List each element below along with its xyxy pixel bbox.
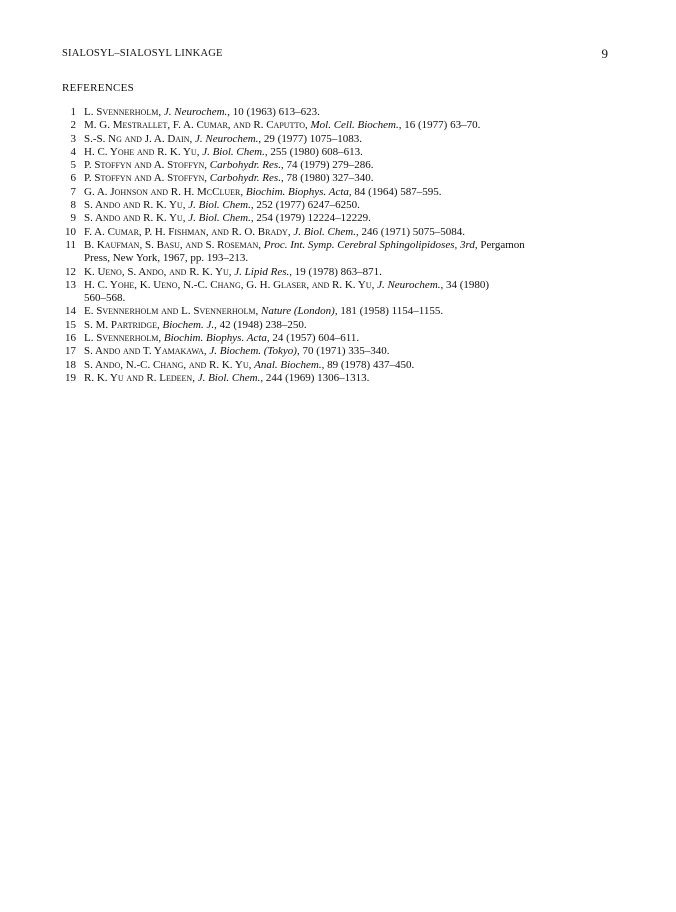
reference-details: , 84 (1964) 587–595. <box>348 185 442 198</box>
reference-authors: G. A. Johnson and R. H. McCluer <box>84 185 241 198</box>
reference-item: 16 L. Svennerholm, Biochim. Biophys. Acta, 24 (1957) 604–611. <box>62 332 608 345</box>
reference-item: 6 P. Stoffyn and A. Stoffyn, Carbohydr. Res., 78 (1980) 327–340. <box>62 172 608 185</box>
reference-item: 15 S. M. Partridge, Biochem. J., 42 (1948) 238–250. <box>62 319 608 332</box>
reference-journal: J. Biochem. (Tokyo) <box>209 345 297 358</box>
reference-details: , 244 (1969) 1306–1313. <box>260 371 370 384</box>
running-title: SIALOSYL–SIALOSYL LINKAGE <box>62 48 223 59</box>
reference-journal: J. Neurochem. <box>194 132 259 145</box>
reference-authors: S. Ando and T. Yamakawa <box>84 345 204 358</box>
reference-number: 12 <box>65 265 76 278</box>
reference-item: 4 H. C. Yohe and R. K. Yu, J. Biol. Chem., 255 (1980) 608–613. <box>62 146 608 159</box>
reference-number: 16 <box>65 332 76 345</box>
reference-item: 12 K. Ueno, S. Ando, and R. K. Yu, J. Lipid Res., 19 (1978) 863–871. <box>62 266 608 279</box>
reference-item: 8 S. Ando and R. K. Yu, J. Biol. Chem., 252 (1977) 6247–6250. <box>62 199 608 212</box>
reference-details: , 254 (1979) 12224–12229. <box>250 212 371 225</box>
reference-item: 3 S.-S. Ng and J. A. Dain, J. Neurochem., 29 (1977) 1075–1083. <box>62 133 608 146</box>
references-heading: REFERENCES <box>62 82 135 94</box>
reference-journal: J. Biol. Chem. <box>197 371 261 384</box>
reference-authors: F. A. Cumar, P. H. Fishman, and R. O. Brady <box>84 225 288 238</box>
reference-number: 1 <box>70 106 76 118</box>
reference-journal: Mol. Cell. Biochem. <box>310 119 399 132</box>
reference-authors: P. Stoffyn and A. Stoffyn <box>84 159 205 172</box>
reference-journal: J. Biol. Chem. <box>293 225 356 238</box>
reference-item: 18 S. Ando, N.-C. Chang, and R. K. Yu, Anal. Biochem., 89 (1978) 437–450. <box>62 359 608 372</box>
reference-journal: Carbohydr. Res. <box>209 172 281 185</box>
reference-authors: M. G. Mestrallet, F. A. Cumar, and R. Caputto <box>84 119 305 132</box>
reference-authors: S.-S. Ng and J. A. Dain <box>84 132 190 145</box>
reference-journal: J. Neurochem. <box>163 106 228 118</box>
reference-details: , 19 (1978) 863–871. <box>289 265 382 278</box>
reference-details: , 24 (1957) 604–611. <box>266 332 360 345</box>
reference-details: , 181 (1958) 1154–1155. <box>334 305 444 318</box>
reference-item: 7 G. A. Johnson and R. H. McCluer, Biochim. Biophys. Acta, 84 (1964) 587–595. <box>62 186 608 199</box>
reference-journal: Biochem. J. <box>162 318 215 331</box>
reference-authors: E. Svennerholm and L. Svennerholm <box>84 305 256 318</box>
reference-item: 13 H. C. Yohe, K. Ueno, N.-C. Chang, G. H. Glaser, and R. K. Yu, J. Neurochem., 34 (1980) 560–568. <box>62 279 608 306</box>
reference-details: , 255 (1980) 608–613. <box>264 145 363 158</box>
reference-item: 2 M. G. Mestrallet, F. A. Cumar, and R. Caputto, Mol. Cell. Biochem., 16 (1977) 63–70. <box>62 119 608 132</box>
reference-details: , 89 (1978) 437–450. <box>321 358 415 371</box>
reference-authors: R. K. Yu and R. Ledeen <box>84 371 193 384</box>
reference-item: 17 S. Ando and T. Yamakawa, J. Biochem. (Tokyo), 70 (1971) 335–340. <box>62 345 608 358</box>
reference-authors: L. Svennerholm <box>84 332 159 345</box>
reference-authors: S. Ando, N.-C. Chang, and R. K. Yu <box>84 358 249 371</box>
reference-number: 14 <box>65 305 76 318</box>
reference-details: , 29 (1977) 1075–1083. <box>258 132 362 145</box>
reference-journal: J. Lipid Res. <box>234 265 290 278</box>
reference-continuation: Press, New York, 1967, pp. 193–213. <box>84 252 249 265</box>
reference-authors: B. Kaufman, S. Basu, and S. Roseman <box>84 238 259 251</box>
reference-journal: Nature (London) <box>261 305 335 318</box>
reference-details: , Pergamon <box>474 238 525 251</box>
reference-number: 15 <box>65 318 76 331</box>
reference-authors: P. Stoffyn and A. Stoffyn <box>84 172 205 185</box>
reference-journal: Proc. Int. Symp. Cerebral Sphingolipidoses, 3rd <box>263 238 475 251</box>
reference-details: , 70 (1971) 335–340. <box>296 345 390 358</box>
reference-number: 4 <box>70 145 76 158</box>
reference-authors: L. Svennerholm <box>84 106 159 118</box>
reference-item: 10 F. A. Cumar, P. H. Fishman, and R. O. Brady, J. Biol. Chem., 246 (1971) 5075–5084. <box>62 226 608 239</box>
reference-details: , 34 (1980) <box>440 278 490 291</box>
reference-authors: H. C. Yohe, K. Ueno, N.-C. Chang, G. H. Glaser, and R. K. Yu <box>84 278 372 291</box>
reference-item: 9 S. Ando and R. K. Yu, J. Biol. Chem., 254 (1979) 12224–12229. <box>62 212 608 225</box>
reference-number: 8 <box>70 199 76 212</box>
reference-journal: Biochim. Biophys. Acta <box>163 332 267 345</box>
reference-number: 3 <box>70 132 76 145</box>
reference-journal: Anal. Biochem. <box>254 358 322 371</box>
reference-details: , 246 (1971) 5075–5084. <box>355 225 466 238</box>
reference-authors: S. Ando and R. K. Yu <box>84 199 183 212</box>
reference-journal: J. Biol. Chem. <box>202 145 265 158</box>
reference-journal: J. Biol. Chem. <box>188 212 251 225</box>
reference-number: 17 <box>65 345 76 358</box>
reference-details: , 78 (1980) 327–340. <box>280 172 374 185</box>
page-header <box>62 46 608 66</box>
reference-number: 9 <box>70 212 76 225</box>
reference-authors: S. M. Partridge <box>84 318 157 331</box>
reference-details: , 10 (1963) 613–623. <box>227 106 320 118</box>
reference-journal: Carbohydr. Res. <box>209 159 281 172</box>
reference-journal: J. Neurochem. <box>377 278 441 291</box>
reference-number: 19 <box>65 371 76 384</box>
reference-number: 6 <box>70 172 76 185</box>
reference-number: 18 <box>65 358 76 371</box>
reference-authors: K. Ueno, S. Ando, and R. K. Yu <box>84 265 229 278</box>
reference-item: 19 R. K. Yu and R. Ledeen, J. Biol. Chem., 244 (1969) 1306–1313. <box>62 372 608 385</box>
reference-number: 11 <box>65 238 76 251</box>
reference-number: 13 <box>65 278 76 291</box>
reference-item: 14 E. Svennerholm and L. Svennerholm, Nature (London), 181 (1958) 1154–1155. <box>62 305 608 318</box>
reference-details: , 16 (1977) 63–70. <box>398 119 481 132</box>
reference-number: 5 <box>70 159 76 172</box>
reference-item: 5 P. Stoffyn and A. Stoffyn, Carbohydr. Res., 74 (1979) 279–286. <box>62 159 608 172</box>
page-number: 9 <box>601 46 608 61</box>
reference-item: 1 L. Svennerholm, J. Neurochem., 10 (1963) 613–623. <box>62 106 608 119</box>
reference-authors: S. Ando and R. K. Yu <box>84 212 183 225</box>
reference-details: , 74 (1979) 279–286. <box>280 159 374 172</box>
reference-number: 7 <box>70 185 76 198</box>
reference-number: 10 <box>65 225 76 238</box>
reference-journal: Biochim. Biophys. Acta <box>245 185 349 198</box>
reference-authors: H. C. Yohe and R. K. Yu <box>84 145 197 158</box>
reference-item: 11 B. Kaufman, S. Basu, and S. Roseman, Proc. Int. Symp. Cerebral Sphingolipidoses, 3rd, Pergamon Press, New York, 1967, pp. 193–213. <box>62 239 608 266</box>
reference-journal: J. Biol. Chem. <box>188 199 251 212</box>
reference-number: 2 <box>70 119 76 132</box>
reference-list <box>62 106 608 385</box>
reference-details: , 42 (1948) 238–250. <box>214 318 307 331</box>
reference-details: , 252 (1977) 6247–6250. <box>250 199 360 212</box>
reference-continuation: 560–568. <box>84 292 126 305</box>
